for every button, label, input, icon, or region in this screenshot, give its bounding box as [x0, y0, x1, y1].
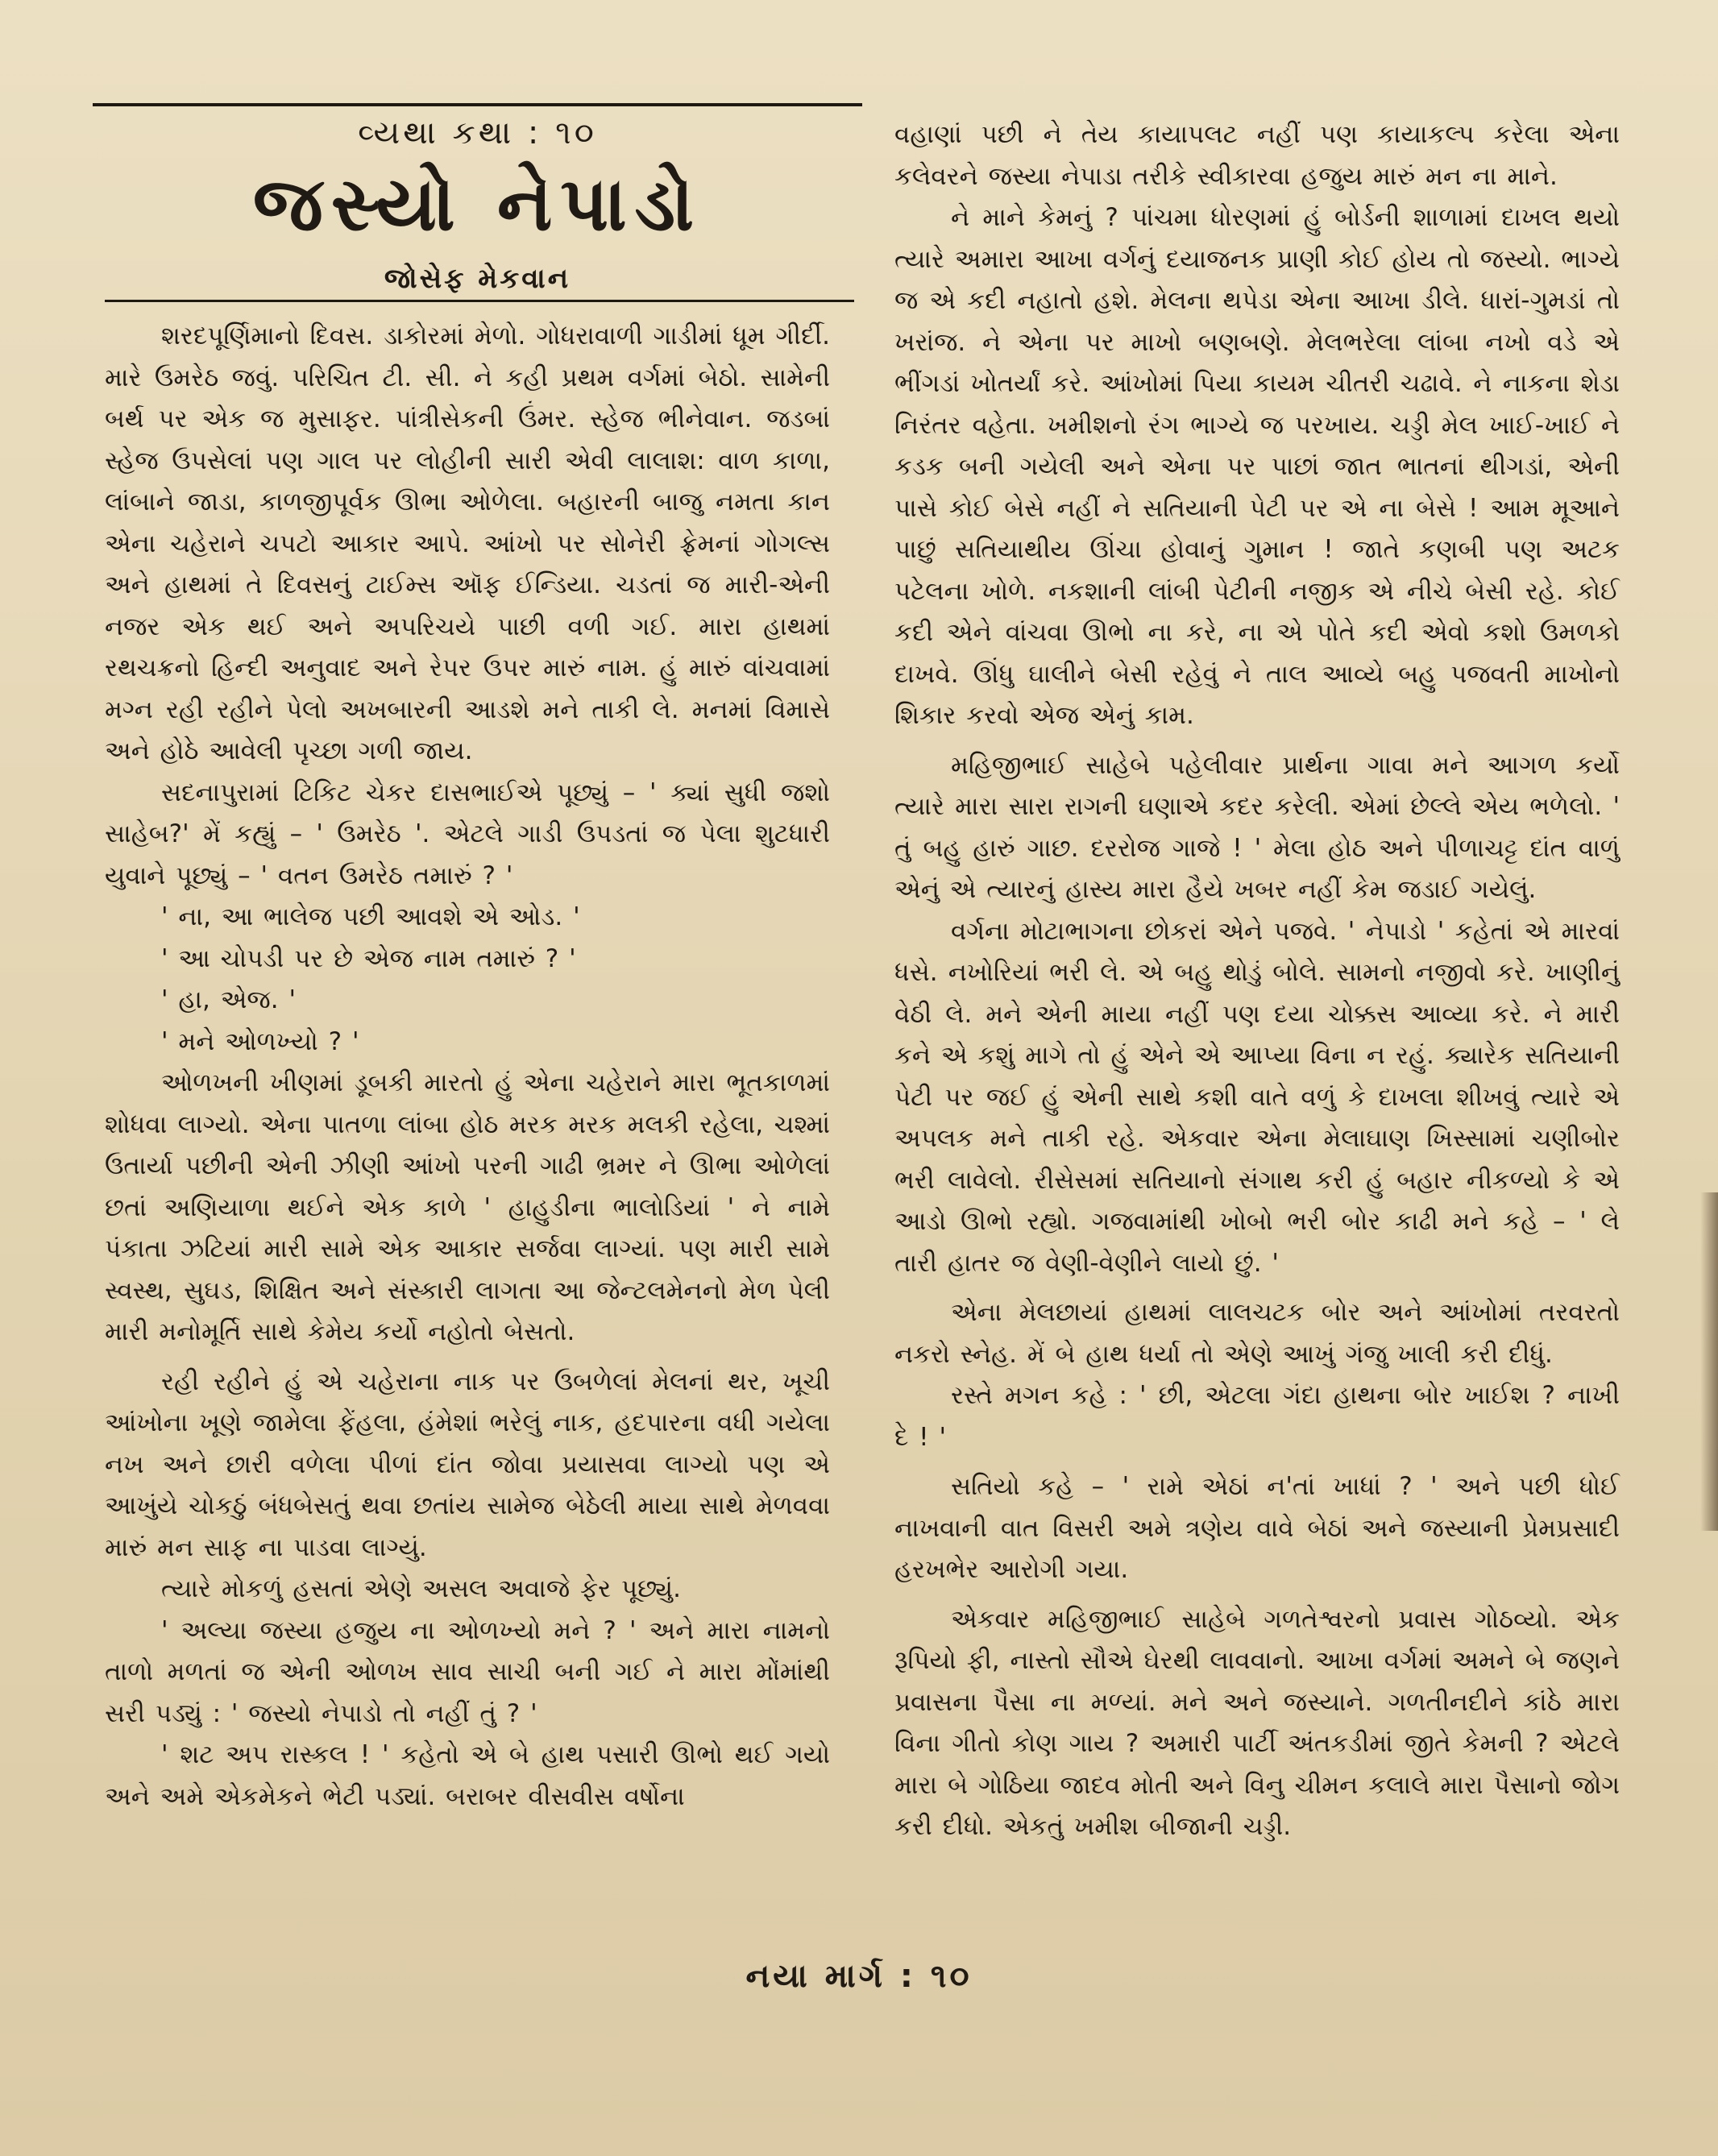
paragraph: એકવાર મહિજીભાઈ સાહેબે ગળતેશ્વરનો પ્રવાસ ગોઠવ્યો. એક રૂપિયો ફી, નાસ્તો સૌએ ઘેરથી લાવવાનો. આખા વર્ગમાં અમને બે જણને પ્રવાસના પૈસા ના મળ્યાં. મને અને જસ્યાને. ગળતીનદીને કાંઠે મારા વિના ગીતો કોણ ગાય ? અમારી પાર્ટી અંતકડીમાં જીતે કેમની ? એટલે મારા બે ગોઠિયા જાદવ મોતી અને વિનુ ચીમન કલાલે મારા પૈસાનો જોગ કરી દીધો. એકતું ખમીશ બીજાની ચડ્ડી. [894, 1604, 1620, 1841]
author-name: જોસેફ મેકવાન [384, 263, 571, 295]
paragraph: ને માને કેમનું ? પાંચમા ધોરણમાં હું બોર્ડની શાળામાં દાખલ થયો ત્યારે અમારા આખા વર્ગનું દયાજનક પ્રાણી કોઈ હોય તો જસ્યો. ભાગ્યે જ એ કદી નહાતો હશે. મેલના થપેડા એના આખા ડીલે. ધારાં-ગુમડાં તો ખરાંજ. ને એના પર માખો બણબણે. મેલભરેલા લાંબા નખો વડે એ ભીંગડાં ખોતર્યાં કરે. આંખોમાં પિયા કાયમ ચીતરી ચઢાવે. ને નાકના શેડા નિરંતર વહેતા. ખમીશનો રંગ ભાગ્યે જ પરખાય. ચડ્ડી મેલ ખાઈ-ખાઈ ને કડક બની ગયેલી અને એના પર પાછાં જાત ભાતનાં થીગડાં, એની પાસે કોઈ બેસે નહીં ને સતિયાની પેટી પર એ ના બેસે ! આમ મૂઆને પાછું સતિયાથીય ઊંચા હોવાનું ગુમાન ! જાતે કણબી પણ અટક પટેલના ખોળે. નકશાની લાંબી પેટીની નજીક એ નીચે બેસી રહે. કોઈ કદી એને વાંચવા ઊભો ના કરે, ના એ પોતે કદી એવો કશો ઉમળકો દાખવે. ઊંધુ ઘાલીને બેસી રહેવું ને તાલ આવ્યે બહુ પજવતી માખોનો શિકાર કરવો એજ એનું કામ. [894, 203, 1620, 730]
left-column [105, 316, 830, 1818]
paragraph: વર્ગના મોટાભાગના છોકરાં એને પજવે. ' નેપાડો ' કહેતાં એ મારવાં ધસે. નખોરિયાં ભરી લે. એ બહુ થોડું બોલે. સામનો નજીવો કરે. ખાણીનું વેઠી લે. મને એની માયા નહીં પણ દયા ચોક્કસ આવ્યા કરે. ને મારી કને એ કશું માગે તો હું એને એ આપ્યા વિના ન રહું. ક્યારેક સતિયાની પેટી પર જઈ હું એની સાથે કશી વાતે વળું કે દાખલા શીખવું ત્યારે એ અપલક મને તાકી રહે. એકવાર એના મેલાઘાણ ખિસ્સામાં ચણીબોર ભરી લાવેલો. રીસેસમાં સતિયાનો સંગાથ કરી હું બહાર નીકળ્યો કે એ આડો ઊભો રહ્યો. ગજવામાંથી ખોબો ભરી બોર કાઢી મને કહે – ' લે તારી હાતર જ વેણી-વેણીને લાયો છું. ' [894, 916, 1620, 1278]
dialogue-line: ' મને ઓળખ્યો ? ' [161, 1026, 359, 1056]
title-rule [105, 300, 854, 302]
top-rule [93, 103, 862, 106]
paragraph: વહાણાં પછી ને તેય કાયાપલટ નહીં પણ કાયાકલ્પ કરેલા એના કલેવરને જસ્યા નેપાડા તરીકે સ્વીકારવા હજુય મારું મન ના માને. [894, 120, 1620, 191]
paragraph: રસ્તે મગન કહે : ' છી, એટલા ગંદા હાથના બોર ખાઈશ ? નાખી દે ! ' [894, 1381, 1620, 1452]
series-label: વ્યથા કથા : ૧૦ [358, 114, 597, 151]
page-footer: નયા માર્ગ : ૧૦ [745, 1958, 973, 1995]
paragraph: મહિજીભાઈ સાહેબે પહેલીવાર પ્રાર્થના ગાવા મને આગળ કર્યો ત્યારે મારા સારા રાગની ઘણાએ કદર કરેલી. એમાં છેલ્લે એય ભળેલો. ' તું બહુ હારું ગાછ. દરરોજ ગાજે ! ' મેલા હોઠ અને પીળાચટ્ટ દાંત વાળું એનું એ ત્યારનું હાસ્ય મારા હૈયે ખબર નહીં કેમ જડાઈ ગયેલું. [894, 750, 1620, 904]
story-title: જસ્યો નેપાડો [252, 161, 703, 247]
paragraph: રહી રહીને હું એ ચહેરાના નાક પર ઉબળેલાં મેલનાં થર, ખૂચી આંખોના ખૂણે જામેલા ફેંહલા, હંમેશાં ભરેલું નાક, હદપારના વધી ગયેલા નખ અને છારી વળેલા પીળાં દાંત જોવા પ્રયાસવા લાગ્યો પણ એ આખુંયે ચોકઠું બંધબેસતું થવા છતાંય સામેજ બેઠેલી માયા સાથે મેળવવા મારું મન સાફ ના પાડવા લાગ્યું. [105, 1366, 830, 1562]
dialogue-line: ' ના, આ ભાલેજ પછી આવશે એ ઓડ. ' [161, 902, 580, 931]
paragraph: ' અલ્યા જસ્યા હજુય ના ઓળખ્યો મને ? ' અને મારા નામનો તાળો મળતાં જ એની ઓળખ સાવ સાચી બની ગઈ ને મારા મોંમાંથી સરી પડ્યું : ' જસ્યો નેપાડો તો નહીં તું ? ' [105, 1615, 830, 1728]
paragraph: ' શટ અપ રાસ્કલ ! ' કહેતો એ બે હાથ પસારી ઊભો થઈ ગયો અને અમે એકમેકને ભેટી પડ્યાં. બરાબર વીસવીસ વર્ષોના [105, 1740, 830, 1811]
paragraph: ત્યારે મોકળું હસતાં એણે અસલ અવાજે ફેર પૂછ્યું. [161, 1574, 681, 1603]
paragraph: સદનાપુરામાં ટિકિટ ચેકર દાસભાઈએ પૂછ્યું – ' ક્યાં સુધી જશો સાહેબ?' મેં કહ્યું – ' ઉમરેઠ '. એટલે ગાડી ઉપડતાં જ પેલા શુટધારી યુવાને પૂછ્યું – ' વતન ઉમરેઠ તમારું ? ' [105, 777, 830, 890]
paragraph: શરદપૂર્ણિમાનો દિવસ. ડાકોરમાં મેળો. ગોધરાવાળી ગાડીમાં ધૂમ ગીર્દી. મારે ઉમરેઠ જવું. પરિચિત ટી. સી. ને કહી પ્રથમ વર્ગમાં બેઠો. સામેની બર્થ પર એક જ મુસાફર. પાંત્રીસેકની ઉંમર. સ્હેજ ભીનેવાન. જડબાં સ્હેજ ઉપસેલાં પણ ગાલ પર લોહીની સારી એવી લાલાશ: વાળ કાળા, લાંબાને જાડા, કાળજીપૂર્વક ઊભા ઓળેલા. બહારની બાજુ નમતા કાન એના ચહેરાને ચપટો આકાર આપે. આંખો પર સોનેરી ફ્રેમનાં ગોગલ્સ અને હાથમાં તે દિવસનું ટાઈમ્સ ઑફ ઈન્ડિયા. ચડતાં જ મારી-એની નજર એક થઈ અને અપરિચયે પાછી વળી ગઈ. મારા હાથમાં રથચક્રનો હિન્દી અનુવાદ અને રેપર ઉપર મારું નામ. હું મારું વાંચવામાં મગ્ન રહી રહીને પેલો અખબારની આડશે મને તાકી લે. મનમાં વિમાસે અને હોઠે આવેલી પૃચ્છા ગળી જાય. [105, 321, 830, 765]
paragraph: સતિયો કહે – ' રામે એઠાં ન'તાં ખાધાં ? ' અને પછી ધોઈ નાખવાની વાત વિસરી અમે ત્રણેય વાવે બેઠાં અને જસ્યાની પ્રેમપ્રસાદી હરખભેર આરોગી ગયા. [894, 1472, 1620, 1584]
paper-stain [1700, 1192, 1718, 1531]
dialogue-line: ' હા, એજ. ' [161, 985, 296, 1014]
dialogue-line: ' આ ચોપડી પર છે એજ નામ તમારું ? ' [161, 943, 576, 973]
paragraph: એના મેલછાયાં હાથમાં લાલચટક બોર અને આંખોમાં તરવરતો નકરો સ્નેહ. મેં બે હાથ ધર્યા તો એણે આખું ગંજુ ખાલી કરી દીધું. [894, 1298, 1620, 1369]
paragraph: ઓળખની ખીણમાં ડૂબકી મારતો હું એના ચહેરાને મારા ભૂતકાળમાં શોધવા લાગ્યો. એના પાતળા લાંબા હોઠ મરક મરક મલકી રહેલા, ચશ્માં ઉતાર્યા પછીની એની ઝીણી આંખો પરની ગાઢી ભ્રમર ને ઊભા ઓળેલાં છતાં અણિયાળા થઈને એક કાળે ' હાહુડીના ભાલોડિયાં ' ને નામે પંકાતા ઝટિયાં મારી સામે એક આકાર સર્જવા લાગ્યાં. પણ મારી સામે સ્વસ્થ, સુઘડ, શિક્ષિત અને સંસ્કારી લાગતા આ જેન્ટલમેનનો મેળ પેલી મારી મનોમૂર્તિ સાથે કેમેય કર્યો નહોતો બેસતો. [105, 1068, 830, 1346]
right-column [894, 114, 1620, 1848]
